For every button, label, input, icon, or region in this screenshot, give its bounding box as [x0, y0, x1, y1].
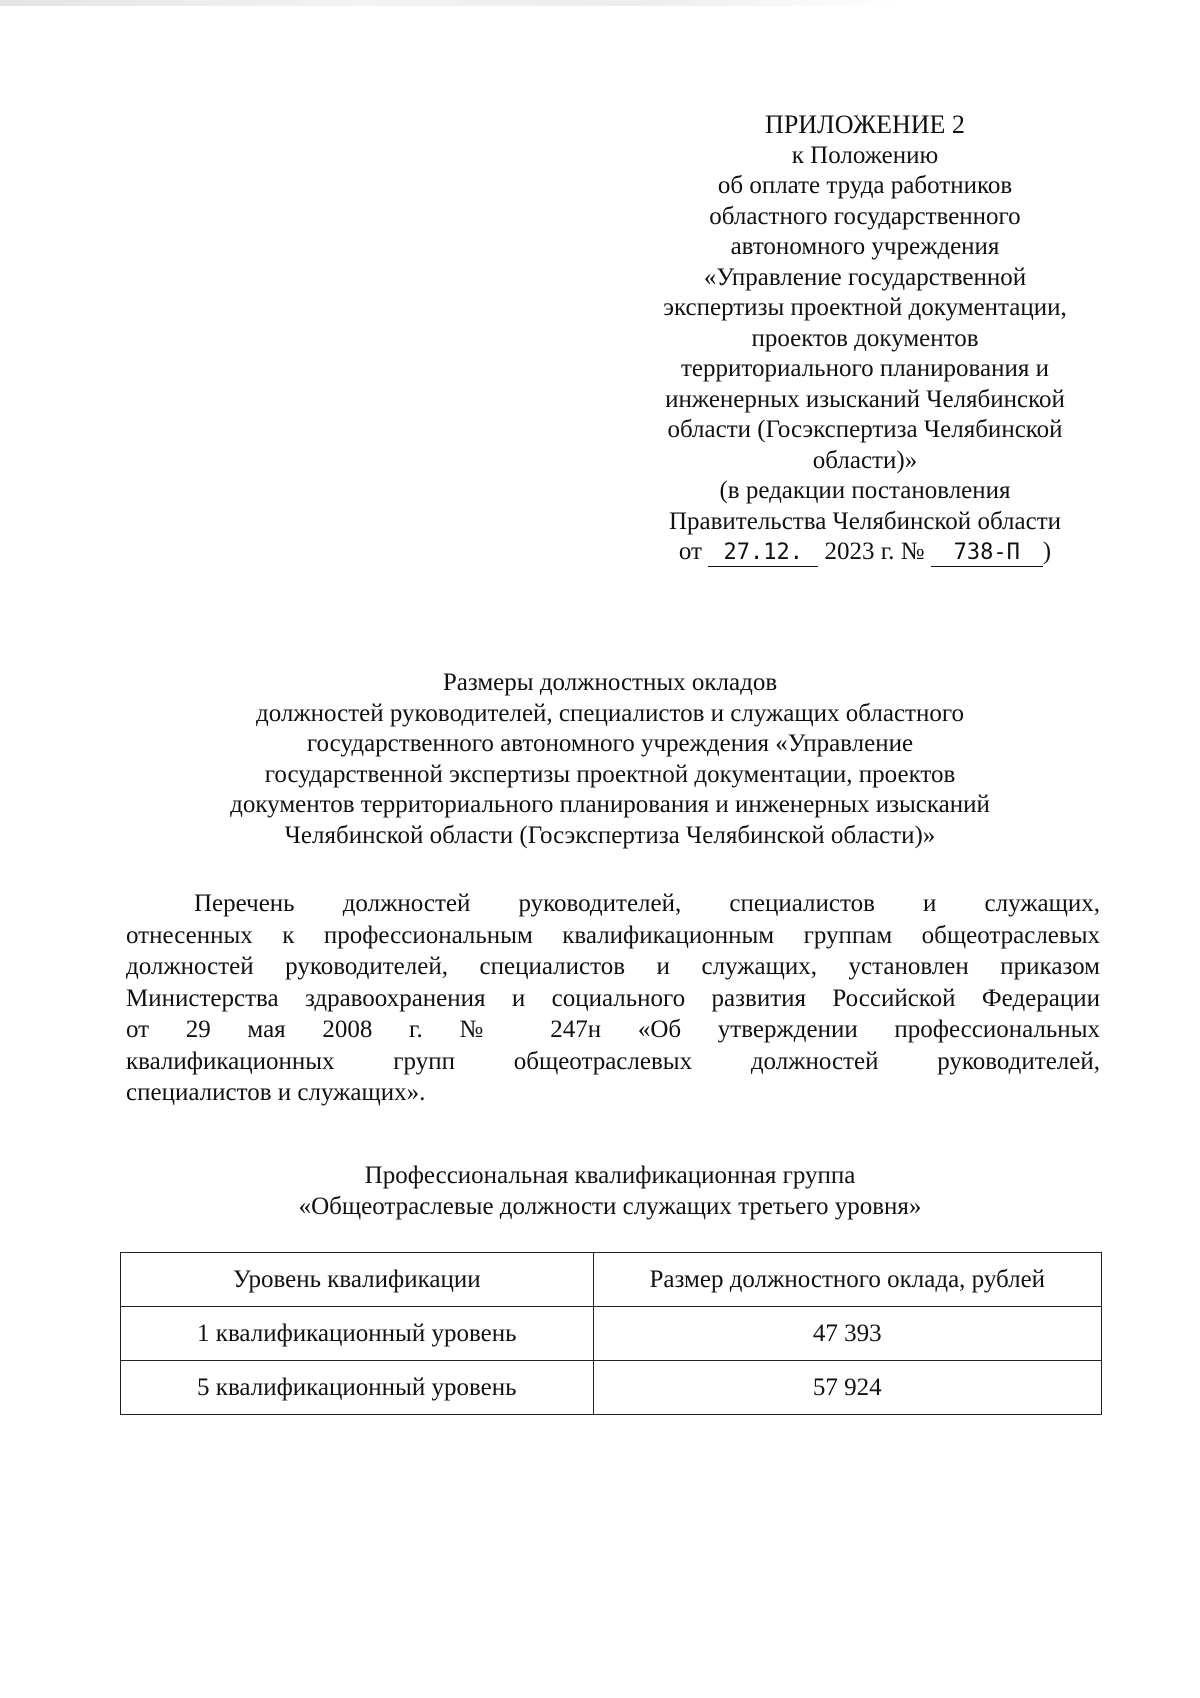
resolution-date: 27.12. [708, 540, 818, 567]
appendix-line: области (Госэкспертиза Челябинской [667, 416, 1063, 443]
qualification-level-cell: 1 квалификационный уровень [121, 1307, 594, 1361]
header-qualification-level: Уровень квалификации [121, 1253, 594, 1307]
appendix-line: к Положению [791, 141, 939, 169]
appendix-line: областного государственного [709, 202, 1021, 230]
appendix-block [630, 110, 1100, 568]
group-title: Профессиональная квалификационная группа [364, 1162, 856, 1189]
group-subtitle: «Общеотраслевые должности служащих третьего уровня» [298, 1193, 922, 1220]
paragraph-line: специалистов и служащих». [126, 1079, 426, 1106]
year-text: 2023 г. № [824, 538, 925, 565]
heading-line: государственной экспертизы проектной документации, проектов [264, 760, 956, 788]
appendix-line: (в редакции постановления [719, 477, 1011, 504]
scan-artifact [0, 0, 900, 6]
header-salary-size: Размер должностного оклада, рублей [593, 1253, 1101, 1307]
appendix-line: территориального планирования и [681, 355, 1049, 382]
heading-line: государственного автономного учреждения «Управление [306, 730, 914, 757]
paragraph-line: квалификационных групп общеотраслевых должностей руководителей, [126, 1047, 1100, 1075]
appendix-line: инженерных изысканий Челябинской [665, 385, 1065, 413]
closing-paren: ) [1042, 538, 1052, 565]
appendix-date-line [630, 537, 1100, 568]
document-heading [120, 668, 1100, 851]
qualification-group-heading [120, 1160, 1100, 1222]
appendix-title: ПРИЛОЖЕНИЕ 2 [765, 110, 965, 139]
appendix-line: автономного учреждения [730, 233, 1000, 260]
heading-line: должностей руководителей, специалистов и служащих областного [256, 699, 964, 727]
appendix-line: об оплате труда работников [717, 172, 1013, 199]
paragraph-line: Министерства здравоохранения и социального развития Российской Федерации [126, 984, 1100, 1012]
heading-line: Размеры должностных окладов [442, 669, 778, 696]
body-paragraph [126, 888, 1100, 1109]
date-prefix: от [678, 538, 702, 565]
appendix-line: Правительства Челябинской области [668, 507, 1062, 535]
paragraph-line: отнесенных к профессиональным квалификационным группам общеотраслевых [126, 921, 1100, 949]
appendix-line: области)» [812, 446, 918, 474]
table-row [121, 1361, 1102, 1415]
heading-line: Челябинской области (Госэкспертиза Челябинской области)» [284, 821, 936, 849]
heading-line: документов территориального планирования и инженерных изысканий [230, 791, 990, 818]
qualification-level-cell: 5 квалификационный уровень [121, 1361, 594, 1415]
appendix-line: экспертизы проектной документации, [663, 294, 1067, 321]
salary-cell: 47 393 [593, 1307, 1101, 1361]
table-header-row [121, 1253, 1102, 1307]
paragraph-line: должностей руководителей, специалистов и служащих, установлен приказом [126, 953, 1100, 980]
salary-cell: 57 924 [593, 1361, 1101, 1415]
appendix-line: проектов документов [751, 324, 979, 352]
resolution-number: 738-П [931, 540, 1043, 567]
paragraph-line: Перечень должностей руководителей, специалистов и служащих, [194, 890, 1100, 917]
table-row [121, 1307, 1102, 1361]
paragraph-line: от 29 мая 2008 г. № 247н «Об утверждении профессиональных [126, 1016, 1100, 1043]
appendix-line: «Управление государственной [703, 263, 1027, 291]
salary-table [120, 1252, 1102, 1415]
